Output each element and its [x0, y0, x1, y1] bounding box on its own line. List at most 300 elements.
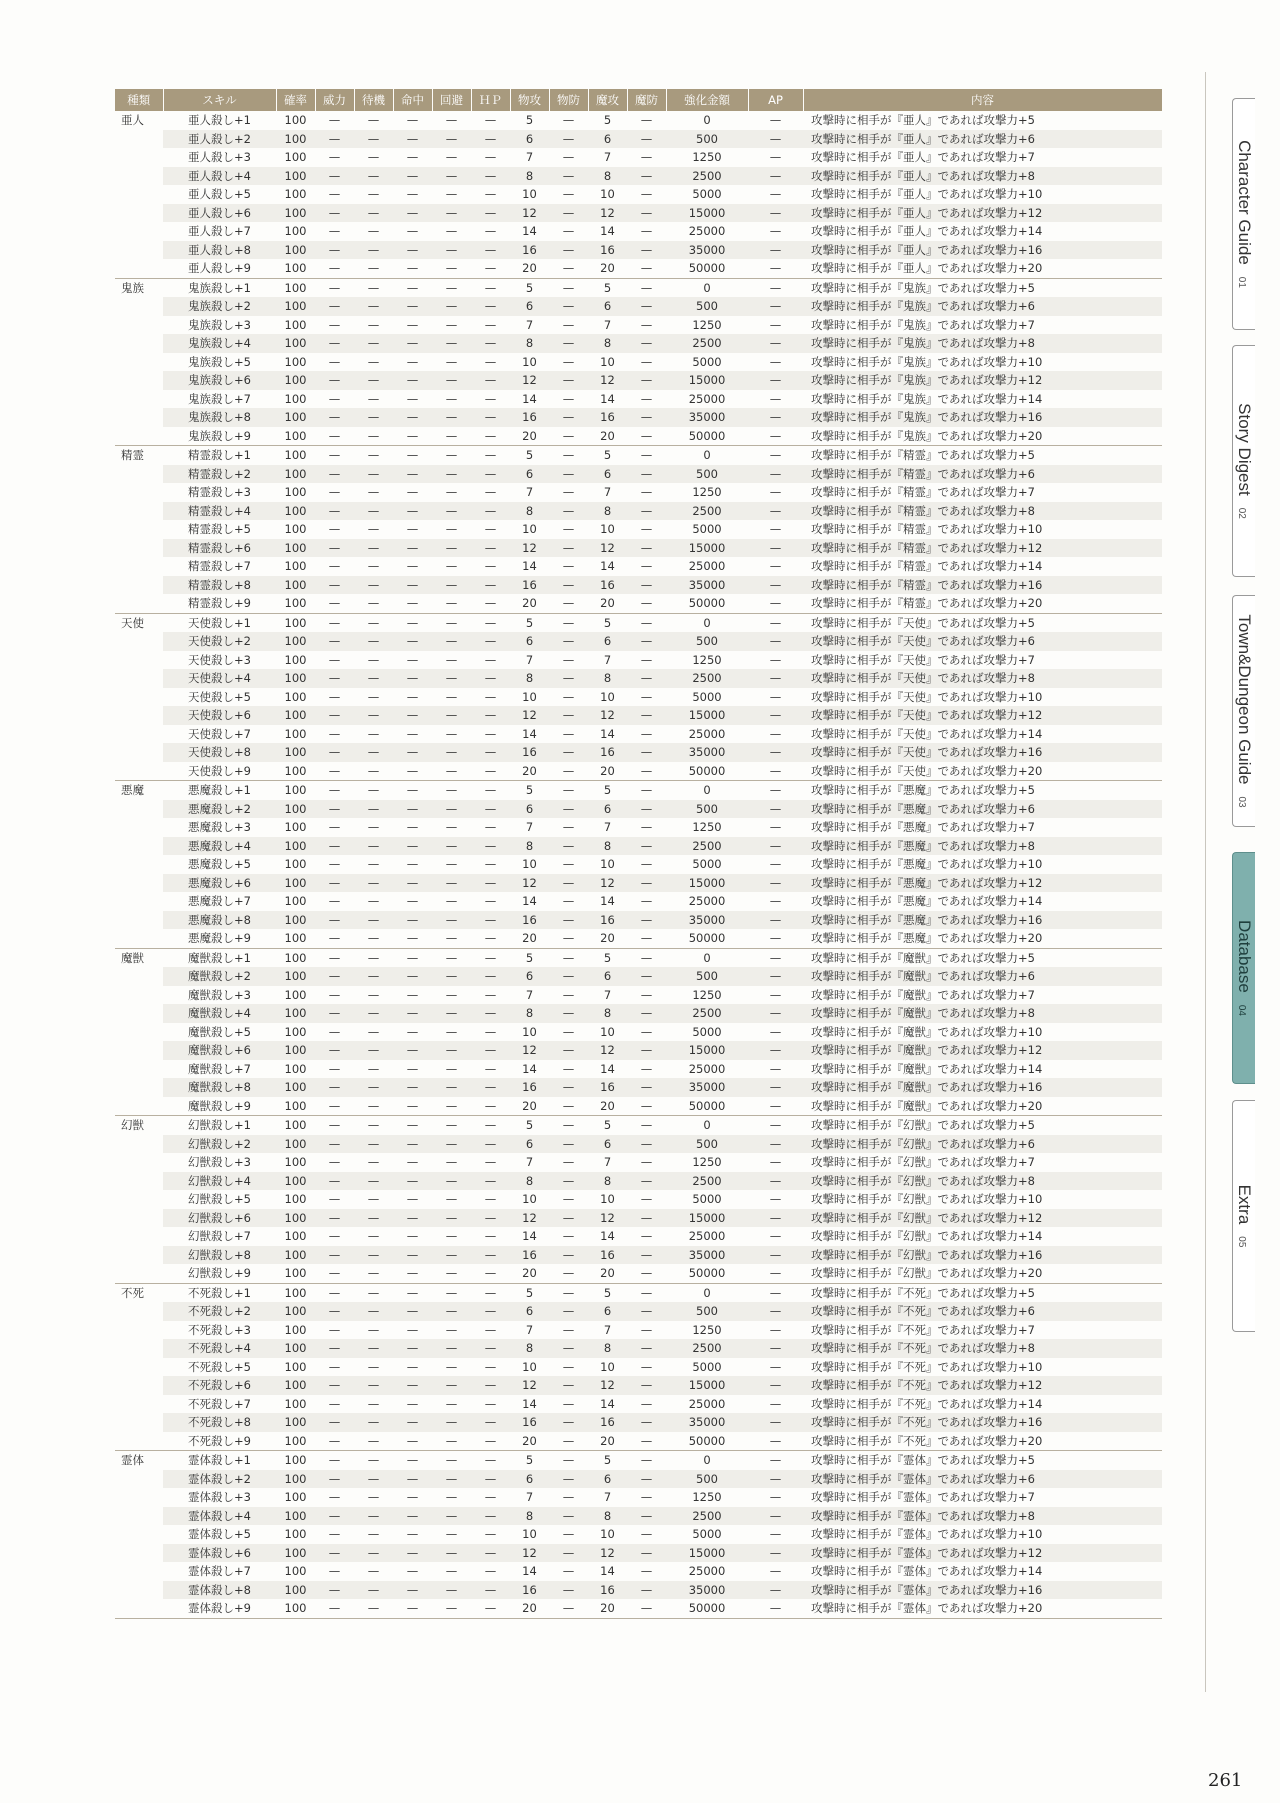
- table-row: [115, 613, 1162, 632]
- category-cell: [115, 1135, 163, 1154]
- description-cell: 攻撃時に相手が『魔獣』であれば攻撃力+16: [803, 1078, 1162, 1097]
- rate-cell: 100: [284, 726, 307, 741]
- evasion-cell: —: [432, 1376, 471, 1395]
- phys-def-cell: —: [549, 465, 588, 484]
- wait-cell: —: [354, 297, 393, 316]
- category-cell: [115, 1078, 163, 1097]
- hp-cell: —: [484, 1396, 497, 1411]
- hp-cell: —: [471, 204, 510, 223]
- evasion-cell: —: [432, 1470, 471, 1489]
- phys-atk-cell: 7: [525, 1490, 534, 1505]
- accuracy-cell: —: [406, 689, 419, 704]
- ap-cell: —: [769, 894, 782, 909]
- skill-name-cell: 鬼族殺し+7: [188, 391, 251, 406]
- table-row: [115, 297, 1162, 316]
- evasion-cell: —: [432, 706, 471, 725]
- description-cell: 攻撃時に相手が『霊体』であれば攻撃力+8: [803, 1507, 1162, 1526]
- mag-def-cell: —: [627, 259, 666, 278]
- phys-def-cell: —: [562, 224, 575, 239]
- wait-cell: —: [367, 783, 380, 798]
- phys-atk-cell: 16: [510, 1581, 549, 1600]
- accuracy-cell: —: [393, 874, 432, 893]
- description-cell: 攻撃時に相手が『不死』であれば攻撃力+16: [803, 1413, 1162, 1432]
- skill-name-cell: 亜人殺し+6: [163, 204, 276, 223]
- power-cell: —: [315, 800, 354, 819]
- table-row: [115, 1283, 1162, 1302]
- power-cell: —: [328, 317, 341, 332]
- rate-cell: 100: [276, 1599, 315, 1618]
- phys-atk-cell: 12: [510, 706, 549, 725]
- evasion-cell: —: [432, 204, 471, 223]
- skill-name-cell: 鬼族殺し+6: [163, 371, 276, 390]
- rate-cell: 100: [276, 259, 315, 278]
- mag-atk-cell: 6: [588, 297, 627, 316]
- mag-def-cell: —: [640, 1359, 653, 1374]
- upgrade-cost-cell: 1250: [692, 317, 722, 332]
- mag-def-cell: —: [627, 297, 666, 316]
- description-cell: 攻撃時に相手が『悪魔』であれば攻撃力+5: [811, 783, 1035, 798]
- phys-atk-cell: 7: [525, 1322, 534, 1337]
- mag-atk-cell: 5: [603, 950, 612, 965]
- power-cell: —: [315, 465, 354, 484]
- evasion-cell: —: [432, 594, 471, 613]
- evasion-cell: —: [445, 1192, 458, 1207]
- wait-cell: —: [367, 689, 380, 704]
- power-cell: —: [328, 224, 341, 239]
- hp-cell: —: [484, 1527, 497, 1542]
- phys-atk-cell: 6: [510, 130, 549, 149]
- phys-atk-cell: 5: [525, 950, 534, 965]
- upgrade-cost-cell: 15000: [666, 1544, 748, 1563]
- accuracy-cell: —: [393, 1599, 432, 1618]
- wait-cell: —: [354, 967, 393, 986]
- rate-cell: 100: [284, 559, 307, 574]
- mag-def-cell: —: [627, 1097, 666, 1116]
- column-header: ＨＰ: [471, 89, 510, 111]
- wait-cell: —: [354, 743, 393, 762]
- power-cell: —: [328, 652, 341, 667]
- category-cell: [115, 334, 163, 353]
- evasion-cell: —: [445, 726, 458, 741]
- skill-name-cell: 魔獣殺し+1: [188, 950, 251, 965]
- category-cell: [115, 911, 163, 930]
- wait-cell: —: [354, 800, 393, 819]
- accuracy-cell: —: [393, 632, 432, 651]
- phys-atk-cell: 7: [525, 1155, 534, 1170]
- description-cell: 攻撃時に相手が『鬼族』であれば攻撃力+14: [811, 391, 1043, 406]
- phys-atk-cell: 10: [522, 1024, 537, 1039]
- skill-name-cell: 霊体殺し+2: [163, 1470, 276, 1489]
- skill-name-cell: 魔獣殺し+2: [163, 967, 276, 986]
- wait-cell: —: [367, 1024, 380, 1039]
- ap-cell: —: [748, 334, 803, 353]
- hp-cell: —: [471, 967, 510, 986]
- phys-def-cell: —: [549, 1041, 588, 1060]
- skill-name-cell: 天使殺し+2: [163, 632, 276, 651]
- power-cell: —: [315, 1135, 354, 1154]
- description-cell: 攻撃時に相手が『亜人』であれば攻撃力+12: [803, 204, 1162, 223]
- phys-def-cell: —: [562, 187, 575, 202]
- description-cell: 攻撃時に相手が『精霊』であれば攻撃力+14: [811, 559, 1043, 574]
- rate-cell: 100: [276, 929, 315, 948]
- description-cell: 攻撃時に相手が『鬼族』であれば攻撃力+7: [811, 317, 1035, 332]
- rate-cell: 100: [284, 615, 307, 630]
- phys-def-cell: —: [549, 334, 588, 353]
- description-cell: 攻撃時に相手が『霊体』であれば攻撃力+14: [811, 1564, 1043, 1579]
- evasion-cell: —: [432, 1209, 471, 1228]
- phys-atk-cell: 10: [522, 1192, 537, 1207]
- phys-atk-cell: 10: [522, 354, 537, 369]
- mag-def-cell: —: [627, 502, 666, 521]
- phys-atk-cell: 14: [522, 1061, 537, 1076]
- hp-cell: —: [484, 317, 497, 332]
- phys-def-cell: —: [549, 539, 588, 558]
- evasion-cell: —: [432, 1078, 471, 1097]
- phys-def-cell: —: [549, 576, 588, 595]
- description-cell: 攻撃時に相手が『霊体』であれば攻撃力+12: [803, 1544, 1162, 1563]
- ap-cell: —: [748, 1507, 803, 1526]
- mag-def-cell: —: [627, 1172, 666, 1191]
- power-cell: —: [328, 1527, 341, 1542]
- accuracy-cell: —: [393, 706, 432, 725]
- phys-atk-cell: 10: [522, 1359, 537, 1374]
- mag-def-cell: —: [640, 150, 653, 165]
- skill-name-cell: 亜人殺し+4: [163, 167, 276, 186]
- phys-def-cell: —: [562, 726, 575, 741]
- chapter-tab[interactable]: [1232, 852, 1255, 1084]
- phys-atk-cell: 20: [510, 427, 549, 446]
- upgrade-cost-cell: 500: [666, 632, 748, 651]
- hp-cell: —: [484, 150, 497, 165]
- hp-cell: —: [471, 1264, 510, 1283]
- mag-atk-cell: 10: [600, 187, 615, 202]
- skill-name-cell: 精霊殺し+9: [163, 594, 276, 613]
- ap-cell: —: [769, 559, 782, 574]
- wait-cell: —: [354, 1413, 393, 1432]
- phys-atk-cell: 6: [510, 1135, 549, 1154]
- accuracy-cell: —: [393, 1209, 432, 1228]
- evasion-cell: —: [432, 669, 471, 688]
- skill-name-cell: 天使殺し+7: [188, 726, 251, 741]
- ap-cell: —: [748, 1544, 803, 1563]
- accuracy-cell: —: [406, 987, 419, 1002]
- category-cell: [115, 632, 163, 651]
- chapter-tab-label: [1234, 920, 1254, 1016]
- phys-def-cell: —: [562, 894, 575, 909]
- phys-atk-cell: 16: [510, 1413, 549, 1432]
- evasion-cell: —: [432, 1302, 471, 1321]
- ap-cell: —: [748, 911, 803, 930]
- mag-def-cell: —: [627, 371, 666, 390]
- phys-def-cell: —: [562, 448, 575, 463]
- evasion-cell: —: [432, 539, 471, 558]
- phys-atk-cell: 8: [510, 837, 549, 856]
- mag-atk-cell: 8: [588, 1507, 627, 1526]
- wait-cell: —: [367, 522, 380, 537]
- skill-name-cell: 幻獣殺し+1: [188, 1118, 251, 1133]
- phys-atk-cell: 10: [522, 187, 537, 202]
- chapter-tab[interactable]: [1232, 98, 1255, 330]
- description-cell: 攻撃時に相手が『鬼族』であれば攻撃力+20: [803, 427, 1162, 446]
- phys-def-cell: —: [549, 743, 588, 762]
- mag-atk-cell: 7: [603, 820, 612, 835]
- accuracy-cell: —: [393, 1413, 432, 1432]
- skill-name-cell: 悪魔殺し+7: [188, 894, 251, 909]
- table-row: [115, 651, 1162, 670]
- category-cell: 天使: [121, 615, 144, 630]
- mag-def-cell: —: [627, 1339, 666, 1358]
- wait-cell: —: [367, 1527, 380, 1542]
- skill-name-cell: 鬼族殺し+8: [163, 408, 276, 427]
- mag-atk-cell: 14: [600, 224, 615, 239]
- mag-def-cell: —: [640, 1322, 653, 1337]
- phys-atk-cell: 7: [525, 317, 534, 332]
- rate-cell: 100: [276, 1507, 315, 1526]
- phys-def-cell: —: [549, 874, 588, 893]
- accuracy-cell: —: [406, 894, 419, 909]
- skill-name-cell: 霊体殺し+9: [163, 1599, 276, 1618]
- evasion-cell: —: [432, 1004, 471, 1023]
- hp-cell: —: [484, 783, 497, 798]
- category-cell: [115, 1470, 163, 1489]
- mag-atk-cell: 16: [588, 408, 627, 427]
- table-row: [115, 1172, 1162, 1191]
- accuracy-cell: —: [406, 1024, 419, 1039]
- mag-atk-cell: 7: [603, 987, 612, 1002]
- description-cell: 攻撃時に相手が『悪魔』であれば攻撃力+16: [803, 911, 1162, 930]
- mag-def-cell: —: [640, 1155, 653, 1170]
- phys-atk-cell: 16: [510, 241, 549, 260]
- power-cell: —: [315, 167, 354, 186]
- ap-cell: —: [769, 1322, 782, 1337]
- phys-def-cell: —: [549, 1302, 588, 1321]
- mag-def-cell: —: [640, 187, 653, 202]
- ap-cell: —: [769, 1192, 782, 1207]
- mag-def-cell: —: [640, 448, 653, 463]
- description-cell: 攻撃時に相手が『亜人』であれば攻撃力+6: [803, 130, 1162, 149]
- phys-def-cell: —: [562, 559, 575, 574]
- chapter-tab[interactable]: [1232, 345, 1255, 577]
- table-row: [115, 1264, 1162, 1283]
- rate-cell: 100: [284, 652, 307, 667]
- column-header: スキル: [163, 89, 276, 111]
- column-header: AP: [748, 89, 803, 111]
- column-header: 物防: [549, 89, 588, 111]
- description-cell: 攻撃時に相手が『幻獣』であれば攻撃力+8: [803, 1172, 1162, 1191]
- description-cell: 攻撃時に相手が『魔獣』であれば攻撃力+6: [803, 967, 1162, 986]
- skill-name-cell: 天使殺し+9: [163, 762, 276, 781]
- wait-cell: —: [367, 280, 380, 295]
- phys-def-cell: —: [562, 317, 575, 332]
- evasion-cell: —: [432, 408, 471, 427]
- mag-atk-cell: 10: [600, 857, 615, 872]
- ap-cell: —: [769, 689, 782, 704]
- skill-name-cell: 天使殺し+8: [163, 743, 276, 762]
- accuracy-cell: —: [406, 224, 419, 239]
- power-cell: —: [328, 280, 341, 295]
- category-cell: [115, 762, 163, 781]
- phys-def-cell: —: [549, 204, 588, 223]
- rate-cell: 100: [276, 1004, 315, 1023]
- power-cell: —: [315, 1376, 354, 1395]
- table-row: [115, 725, 1162, 744]
- evasion-cell: —: [445, 689, 458, 704]
- evasion-cell: —: [432, 1246, 471, 1265]
- evasion-cell: —: [432, 1135, 471, 1154]
- skill-name-cell: 天使殺し+5: [188, 689, 251, 704]
- phys-def-cell: —: [549, 911, 588, 930]
- category-cell: [115, 1395, 163, 1414]
- power-cell: —: [315, 706, 354, 725]
- upgrade-cost-cell: 1250: [692, 1322, 722, 1337]
- upgrade-cost-cell: 25000: [688, 1229, 726, 1244]
- category-cell: [115, 576, 163, 595]
- phys-def-cell: —: [549, 1172, 588, 1191]
- phys-def-cell: —: [549, 1004, 588, 1023]
- evasion-cell: —: [432, 837, 471, 856]
- description-cell: 攻撃時に相手が『天使』であれば攻撃力+10: [811, 689, 1043, 704]
- category-cell: [115, 390, 163, 409]
- table-row: [115, 929, 1162, 948]
- mag-def-cell: —: [640, 820, 653, 835]
- description-cell: 攻撃時に相手が『魔獣』であれば攻撃力+5: [811, 950, 1035, 965]
- mag-atk-cell: 6: [588, 800, 627, 819]
- chapter-tab[interactable]: [1232, 1100, 1255, 1332]
- phys-def-cell: —: [549, 1078, 588, 1097]
- skill-name-cell: 鬼族殺し+2: [163, 297, 276, 316]
- hp-cell: —: [484, 1061, 497, 1076]
- description-cell: 攻撃時に相手が『悪魔』であれば攻撃力+6: [803, 800, 1162, 819]
- wait-cell: —: [354, 632, 393, 651]
- upgrade-cost-cell: 50000: [666, 594, 748, 613]
- phys-atk-cell: 6: [510, 297, 549, 316]
- mag-def-cell: —: [627, 1078, 666, 1097]
- accuracy-cell: —: [406, 1285, 419, 1300]
- mag-atk-cell: 7: [603, 1322, 612, 1337]
- mag-def-cell: —: [627, 1302, 666, 1321]
- skill-name-cell: 亜人殺し+5: [188, 187, 251, 202]
- phys-def-cell: —: [549, 837, 588, 856]
- wait-cell: —: [354, 1302, 393, 1321]
- power-cell: —: [315, 1544, 354, 1563]
- hp-cell: —: [484, 615, 497, 630]
- category-cell: [115, 1264, 163, 1283]
- description-cell: 攻撃時に相手が『悪魔』であれば攻撃力+8: [803, 837, 1162, 856]
- skill-name-cell: 魔獣殺し+3: [188, 987, 251, 1002]
- mag-atk-cell: 20: [588, 762, 627, 781]
- hp-cell: —: [471, 669, 510, 688]
- evasion-cell: —: [432, 632, 471, 651]
- skill-name-cell: 霊体殺し+8: [163, 1581, 276, 1600]
- phys-atk-cell: 8: [510, 1172, 549, 1191]
- mag-def-cell: —: [640, 1285, 653, 1300]
- accuracy-cell: —: [406, 1061, 419, 1076]
- upgrade-cost-cell: 35000: [666, 1413, 748, 1432]
- ap-cell: —: [769, 1155, 782, 1170]
- mag-def-cell: —: [640, 391, 653, 406]
- wait-cell: —: [354, 762, 393, 781]
- power-cell: —: [315, 1209, 354, 1228]
- phys-def-cell: —: [549, 1209, 588, 1228]
- hp-cell: —: [471, 1302, 510, 1321]
- phys-def-cell: —: [549, 1599, 588, 1618]
- power-cell: —: [328, 1061, 341, 1076]
- skill-name-cell: 魔獣殺し+5: [188, 1024, 251, 1039]
- table-row: [115, 1413, 1162, 1432]
- table-row: [115, 762, 1162, 781]
- table-row: [115, 1004, 1162, 1023]
- category-cell: [115, 316, 163, 335]
- upgrade-cost-cell: 500: [666, 1470, 748, 1489]
- accuracy-cell: —: [393, 743, 432, 762]
- category-cell: 精霊: [121, 448, 144, 463]
- description-cell: 攻撃時に相手が『霊体』であれば攻撃力+6: [803, 1470, 1162, 1489]
- wait-cell: —: [367, 1322, 380, 1337]
- phys-atk-cell: 5: [525, 113, 534, 128]
- mag-atk-cell: 20: [588, 1432, 627, 1451]
- power-cell: —: [328, 150, 341, 165]
- table-row: [115, 130, 1162, 149]
- wait-cell: —: [354, 874, 393, 893]
- mag-def-cell: —: [640, 987, 653, 1002]
- ap-cell: —: [748, 800, 803, 819]
- power-cell: —: [315, 1246, 354, 1265]
- skill-name-cell: 不死殺し+4: [163, 1339, 276, 1358]
- hp-cell: —: [471, 297, 510, 316]
- category-cell: [115, 408, 163, 427]
- wait-cell: —: [354, 594, 393, 613]
- hp-cell: —: [471, 539, 510, 558]
- category-cell: [115, 1413, 163, 1432]
- accuracy-cell: —: [393, 427, 432, 446]
- power-cell: —: [328, 1359, 341, 1374]
- category-cell: [115, 167, 163, 186]
- phys-atk-cell: 12: [510, 1376, 549, 1395]
- ap-cell: —: [769, 485, 782, 500]
- wait-cell: —: [367, 113, 380, 128]
- category-cell: 亜人: [121, 113, 144, 128]
- wait-cell: —: [367, 1118, 380, 1133]
- chapter-tab[interactable]: [1232, 595, 1255, 827]
- table-row: [115, 465, 1162, 484]
- description-cell: 攻撃時に相手が『悪魔』であれば攻撃力+12: [803, 874, 1162, 893]
- skill-name-cell: 不死殺し+6: [163, 1376, 276, 1395]
- mag-atk-cell: 16: [588, 743, 627, 762]
- description-cell: 攻撃時に相手が『霊体』であれば攻撃力+10: [811, 1527, 1043, 1542]
- upgrade-cost-cell: 5000: [692, 354, 722, 369]
- upgrade-cost-cell: 500: [666, 297, 748, 316]
- mag-atk-cell: 8: [588, 1004, 627, 1023]
- rate-cell: 100: [276, 1413, 315, 1432]
- phys-atk-cell: 7: [525, 820, 534, 835]
- mag-atk-cell: 6: [588, 967, 627, 986]
- upgrade-cost-cell: 35000: [666, 1246, 748, 1265]
- accuracy-cell: —: [406, 1155, 419, 1170]
- ap-cell: —: [748, 1413, 803, 1432]
- ap-cell: —: [748, 1339, 803, 1358]
- phys-def-cell: —: [562, 1024, 575, 1039]
- evasion-cell: —: [445, 559, 458, 574]
- evasion-cell: —: [432, 241, 471, 260]
- phys-atk-cell: 14: [522, 726, 537, 741]
- skill-name-cell: 精霊殺し+4: [163, 502, 276, 521]
- table-row: [115, 557, 1162, 576]
- wait-cell: —: [367, 726, 380, 741]
- mag-atk-cell: 7: [603, 1155, 612, 1170]
- description-cell: 攻撃時に相手が『精霊』であれば攻撃力+8: [803, 502, 1162, 521]
- evasion-cell: —: [445, 280, 458, 295]
- accuracy-cell: —: [406, 1396, 419, 1411]
